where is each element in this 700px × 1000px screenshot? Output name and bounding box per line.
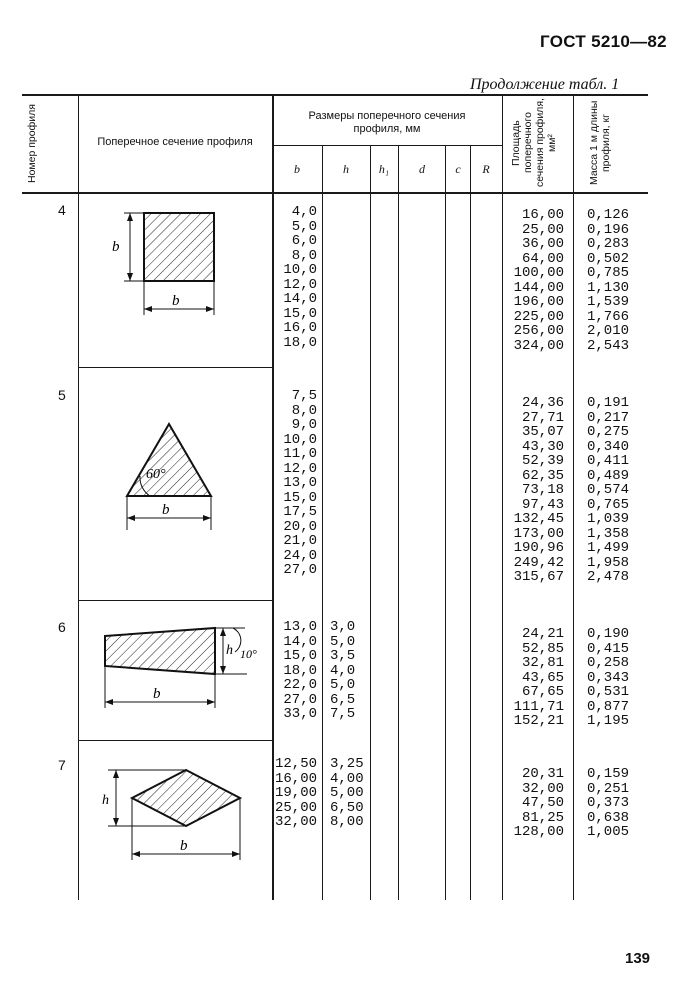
row-5-area-values xyxy=(510,396,564,585)
row-5-mass-values xyxy=(587,396,637,585)
table-cell: 249,42 xyxy=(513,554,564,571)
table-cell: 7,5 xyxy=(291,388,317,404)
square-bottom-label: b xyxy=(172,293,180,309)
table-cell: 0,373 xyxy=(587,795,630,811)
header-b: b xyxy=(294,162,300,176)
header-R: R xyxy=(482,162,490,176)
table-cell: 0,340 xyxy=(587,438,630,455)
table-cell: 24,0 xyxy=(283,547,317,564)
table-cell: 6,50 xyxy=(330,799,364,816)
table-cell: 190,96 xyxy=(513,540,564,556)
table-cell: 12,0 xyxy=(283,276,317,293)
header-d: d xyxy=(419,162,425,176)
table-cell: 43,65 xyxy=(521,669,564,686)
table-cell: 14,0 xyxy=(283,633,317,650)
table-cell: 2,010 xyxy=(587,323,630,339)
table-cell: 8,00 xyxy=(330,814,364,830)
table-cell: 16,00 xyxy=(275,770,318,787)
header-dimensions: Размеры поперечного сечения профиля, мм xyxy=(308,110,466,135)
table-cell: 1,005 xyxy=(587,824,630,840)
table-cell: 16,00 xyxy=(521,207,564,223)
row-4-mass-values xyxy=(587,208,637,353)
table-cell: 2,478 xyxy=(587,569,630,585)
triangle-angle-label: 60° xyxy=(146,467,166,482)
table-cell: 24,36 xyxy=(521,395,564,411)
row-6-mass-values xyxy=(587,627,637,729)
table-cell: 3,5 xyxy=(330,648,356,664)
table-cell: 0,415 xyxy=(587,640,630,657)
table-cell: 1,358 xyxy=(587,525,630,542)
trapezoid-height-label: h xyxy=(226,643,233,658)
rhombus-profile-drawing xyxy=(98,760,258,870)
table-cell: 0,489 xyxy=(587,467,630,484)
table-cell: 32,81 xyxy=(521,655,564,671)
table-cell: 27,71 xyxy=(521,409,564,426)
table-cell: 0,531 xyxy=(587,684,630,700)
table-cell: 81,25 xyxy=(521,809,564,826)
table-cell: 0,217 xyxy=(587,409,630,426)
table-cell: 20,0 xyxy=(283,518,317,535)
table-cell: 1,039 xyxy=(587,511,630,527)
table-cell: 1,499 xyxy=(587,540,630,556)
rhombus-height-label: h xyxy=(102,793,109,808)
table-cell: 16,0 xyxy=(283,320,317,336)
table-cell: 21,0 xyxy=(283,533,317,549)
table-cell: 144,00 xyxy=(513,279,564,296)
table-cell: 13,0 xyxy=(283,619,317,635)
trapezoid-angle-label: 10° xyxy=(240,647,257,661)
table-cell: 67,65 xyxy=(521,684,564,700)
document-title: ГОСТ 5210—82 xyxy=(540,32,667,51)
table-cell: 132,45 xyxy=(513,511,564,527)
table-cell: 27,0 xyxy=(283,562,317,578)
table-cell: 15,0 xyxy=(283,305,317,322)
header-h1: h₁ xyxy=(378,162,390,176)
table-cell: 128,00 xyxy=(513,824,564,840)
table-cell: 10,0 xyxy=(283,431,317,448)
table-cell: 12,50 xyxy=(275,756,318,772)
page-number: 139 xyxy=(625,950,651,967)
trapezoid-base-label: b xyxy=(153,686,161,702)
table-cell: 0,574 xyxy=(587,482,630,498)
table-cell: 0,258 xyxy=(587,655,630,671)
table-cell: 0,159 xyxy=(587,766,630,782)
table-cell: 0,126 xyxy=(587,207,630,223)
table-cell: 0,190 xyxy=(587,626,630,642)
table-cell: 27,0 xyxy=(283,691,317,708)
row-6-h-values xyxy=(330,620,370,722)
table-cell: 256,00 xyxy=(513,323,564,339)
row-7-mass-values xyxy=(587,767,637,840)
table-cell: 52,85 xyxy=(521,640,564,657)
square-side-label: b xyxy=(112,239,120,255)
table-cell: 25,00 xyxy=(275,799,318,816)
table-cell: 8,0 xyxy=(291,247,317,264)
table-cell: 19,00 xyxy=(275,785,318,801)
table-cell: 1,958 xyxy=(587,554,630,571)
table-cell: 62,35 xyxy=(521,467,564,484)
table-cell: 1,766 xyxy=(587,308,630,325)
table-cell: 13,0 xyxy=(283,475,317,491)
table-cell: 0,785 xyxy=(587,265,630,281)
row-6-number: 6 xyxy=(58,619,66,635)
table-cell: 5,0 xyxy=(330,633,356,650)
table-cell: 5,0 xyxy=(291,218,317,235)
table-cell: 173,00 xyxy=(513,525,564,542)
table-cell: 33,0 xyxy=(283,706,317,722)
table-cell: 15,0 xyxy=(283,648,317,664)
table-cell: 315,67 xyxy=(513,569,564,585)
row-7-number: 7 xyxy=(58,757,66,773)
table-cell: 111,71 xyxy=(513,698,564,715)
table-cell: 100,00 xyxy=(513,265,564,281)
table-cell: 15,0 xyxy=(283,489,317,506)
header-cross-section: Поперечное сечение профиля xyxy=(97,136,253,148)
table-cell: 25,00 xyxy=(521,221,564,238)
table-cell: 0,765 xyxy=(587,496,630,513)
table-cell: 64,00 xyxy=(521,250,564,267)
table-cell: 17,5 xyxy=(283,504,317,520)
trapezoid-profile-drawing xyxy=(95,622,265,722)
table-cell: 4,0 xyxy=(291,204,317,220)
table-cell: 225,00 xyxy=(513,308,564,325)
row-4-area-values xyxy=(510,208,564,353)
rhombus-base-label: b xyxy=(180,838,188,854)
header-area: Площадь поперечного сечения профиля, мм² xyxy=(510,98,558,188)
row-5-number: 5 xyxy=(58,387,66,403)
row-7-b-values xyxy=(275,757,317,830)
header-mass: Масса 1 м длины профиля, кг xyxy=(588,100,612,186)
table-cell: 6,0 xyxy=(291,233,317,249)
table-cell: 97,43 xyxy=(521,496,564,513)
square-profile-drawing xyxy=(100,205,230,325)
table-cell: 4,0 xyxy=(330,662,356,679)
table-cell: 1,130 xyxy=(587,279,630,296)
triangle-profile-drawing xyxy=(110,420,230,535)
table-cell: 3,25 xyxy=(330,756,364,772)
table-cell: 35,07 xyxy=(521,424,564,440)
table-cell: 0,251 xyxy=(587,780,630,797)
table-cell: 0,411 xyxy=(587,453,630,469)
row-7-area-values xyxy=(510,767,564,840)
table-cell: 0,638 xyxy=(587,809,630,826)
table-cell: 324,00 xyxy=(513,337,564,354)
table-cell: 0,502 xyxy=(587,250,630,267)
table-cell: 2,543 xyxy=(587,337,630,354)
table-cell: 14,0 xyxy=(283,291,317,307)
table-cell: 0,343 xyxy=(587,669,630,686)
table-cell: 52,39 xyxy=(521,453,564,469)
table-cell: 18,0 xyxy=(283,334,317,351)
table-cell: 8,0 xyxy=(291,402,317,419)
table-cell: 11,0 xyxy=(283,446,317,462)
table-cell: 0,275 xyxy=(587,424,630,440)
row-5-b-values xyxy=(275,389,317,578)
table-cell: 4,00 xyxy=(330,770,364,787)
header-h: h xyxy=(343,162,349,176)
table-continuation-label: Продолжение табл. 1 xyxy=(470,76,620,93)
header-profile-no: Номер профиля xyxy=(26,104,38,184)
table-cell: 36,00 xyxy=(521,236,564,252)
table-cell: 152,21 xyxy=(513,713,564,729)
table-cell: 43,30 xyxy=(521,438,564,455)
row-6-area-values xyxy=(510,627,564,729)
table-cell: 196,00 xyxy=(513,294,564,310)
table-cell: 22,0 xyxy=(283,677,317,693)
table-cell: 0,283 xyxy=(587,236,630,252)
table-cell: 32,00 xyxy=(521,780,564,797)
table-cell: 24,21 xyxy=(521,626,564,642)
row-4-b-values xyxy=(275,205,317,350)
table-cell: 20,31 xyxy=(521,766,564,782)
table-cell: 18,0 xyxy=(283,662,317,679)
table-cell: 0,196 xyxy=(587,221,630,238)
table-cell: 47,50 xyxy=(521,795,564,811)
table-cell: 10,0 xyxy=(283,262,317,278)
table-cell: 5,0 xyxy=(330,677,356,693)
triangle-base-label: b xyxy=(162,502,170,518)
table-cell: 6,5 xyxy=(330,691,356,708)
header-c: c xyxy=(455,162,461,176)
row-6-b-values xyxy=(275,620,317,722)
table-cell: 3,0 xyxy=(330,619,356,635)
row-4-number: 4 xyxy=(58,202,66,218)
table-cell: 0,877 xyxy=(587,698,630,715)
table-cell: 0,191 xyxy=(587,395,630,411)
table-cell: 5,00 xyxy=(330,785,364,801)
row-7-h-values xyxy=(330,757,370,830)
table-cell: 12,0 xyxy=(283,460,317,477)
table-cell: 73,18 xyxy=(521,482,564,498)
table-cell: 1,539 xyxy=(587,294,630,310)
table-cell: 32,00 xyxy=(275,814,318,830)
table-cell: 7,5 xyxy=(330,706,356,722)
table-cell: 9,0 xyxy=(291,417,317,433)
table-cell: 1,195 xyxy=(587,713,630,729)
